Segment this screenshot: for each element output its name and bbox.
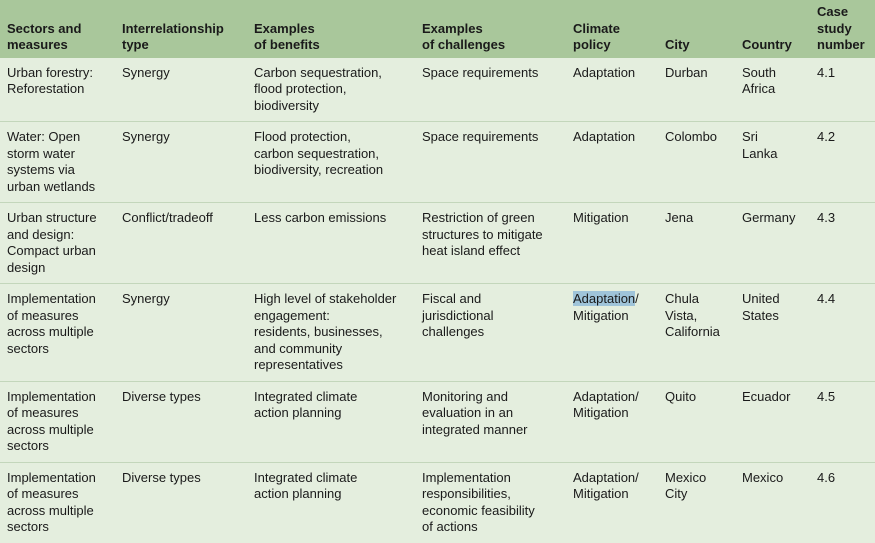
cell-case: 4.5 <box>810 381 875 462</box>
cell-challenges: Space requirements <box>415 58 566 122</box>
cell-benefits: Integrated climate action planning <box>247 381 415 462</box>
table-row <box>0 122 875 203</box>
cell-country: Germany <box>735 203 810 284</box>
table-row <box>0 203 875 284</box>
cell-city: Mexico City <box>665 469 707 501</box>
cell-sector: Implementation of measures across multiple sectors <box>7 469 96 534</box>
table-row <box>0 284 875 382</box>
cell-challenges: Implementation responsibilities, economic feasibility of actions <box>422 469 535 534</box>
cell-policy: Adaptation/ Mitigation <box>566 381 658 462</box>
cell-challenges: Restriction of green structures to mitigate heat island effect <box>415 203 566 284</box>
policy-rest-text: / Mitigation <box>573 291 639 323</box>
cell-type: Diverse types <box>115 381 247 462</box>
cell-case: 4.2 <box>810 122 875 203</box>
cell-case: 4.6 <box>817 469 836 485</box>
cell-case: 4.4 <box>810 284 875 382</box>
cell-benefits: Less carbon emissions <box>247 203 415 284</box>
highlighted-text[interactable]: Adaptation <box>573 291 636 306</box>
cell-country: Sri Lanka <box>735 122 810 203</box>
cell-city: Chula Vista, California <box>658 284 735 382</box>
cell-benefits: Integrated climate action planning <box>254 469 358 501</box>
table-row <box>0 462 875 543</box>
cell-policy: Adaptation <box>566 58 658 122</box>
cell-policy <box>566 284 658 382</box>
cell-type: Synergy <box>115 284 247 382</box>
header-city: City <box>658 0 735 58</box>
cell-country: South Africa <box>735 58 810 122</box>
header-sectors: Sectors and measures <box>0 0 115 58</box>
cell-country: Ecuador <box>735 381 810 462</box>
cell-policy: Mitigation <box>566 203 658 284</box>
header-country: Country <box>735 0 810 58</box>
cell-sector: Implementation of measures across multiple sectors <box>0 381 115 462</box>
cell-benefits: High level of stakeholder engagement: residents, businesses, and community representatives <box>247 284 415 382</box>
header-row <box>0 0 875 58</box>
cell-case: 4.1 <box>810 58 875 122</box>
cell-benefits: Carbon sequestration, flood protection, biodiversity <box>247 58 415 122</box>
header-interrelationship: Interrelationship type <box>115 0 247 58</box>
cell-sector: Water: Open storm water systems via urban wetlands <box>0 122 115 203</box>
cell-city: Colombo <box>658 122 735 203</box>
cell-challenges: Monitoring and evaluation in an integrated manner <box>415 381 566 462</box>
cell-type: Synergy <box>115 122 247 203</box>
header-benefits: Examples of benefits <box>247 0 415 58</box>
cell-sector: Implementation of measures across multiple sectors <box>0 284 115 382</box>
header-climate-policy: Climate policy <box>566 0 658 58</box>
cell-type: Synergy <box>115 58 247 122</box>
cell-city: Quito <box>658 381 735 462</box>
cell-country: Mexico <box>742 469 784 485</box>
cell-policy: Adaptation/ Mitigation <box>573 469 639 501</box>
cell-challenges: Fiscal and jurisdictional challenges <box>415 284 566 382</box>
table-row <box>0 381 875 462</box>
cell-type: Diverse types <box>122 469 201 485</box>
cell-benefits: Flood protection, carbon sequestration, biodiversity, recreation <box>247 122 415 203</box>
header-case-number: Case study number <box>810 0 875 58</box>
cell-city: Jena <box>658 203 735 284</box>
table-row <box>0 58 875 122</box>
cell-type: Conflict/tradeoff <box>115 203 247 284</box>
header-challenges: Examples of challenges <box>415 0 566 58</box>
cell-policy: Adaptation <box>566 122 658 203</box>
cell-challenges: Space requirements <box>415 122 566 203</box>
cell-sector: Urban structure and design: Compact urban design <box>0 203 115 284</box>
cell-city: Durban <box>658 58 735 122</box>
cell-sector: Urban forestry: Reforestation <box>0 58 115 122</box>
cell-country: United States <box>735 284 810 382</box>
cell-case: 4.3 <box>810 203 875 284</box>
